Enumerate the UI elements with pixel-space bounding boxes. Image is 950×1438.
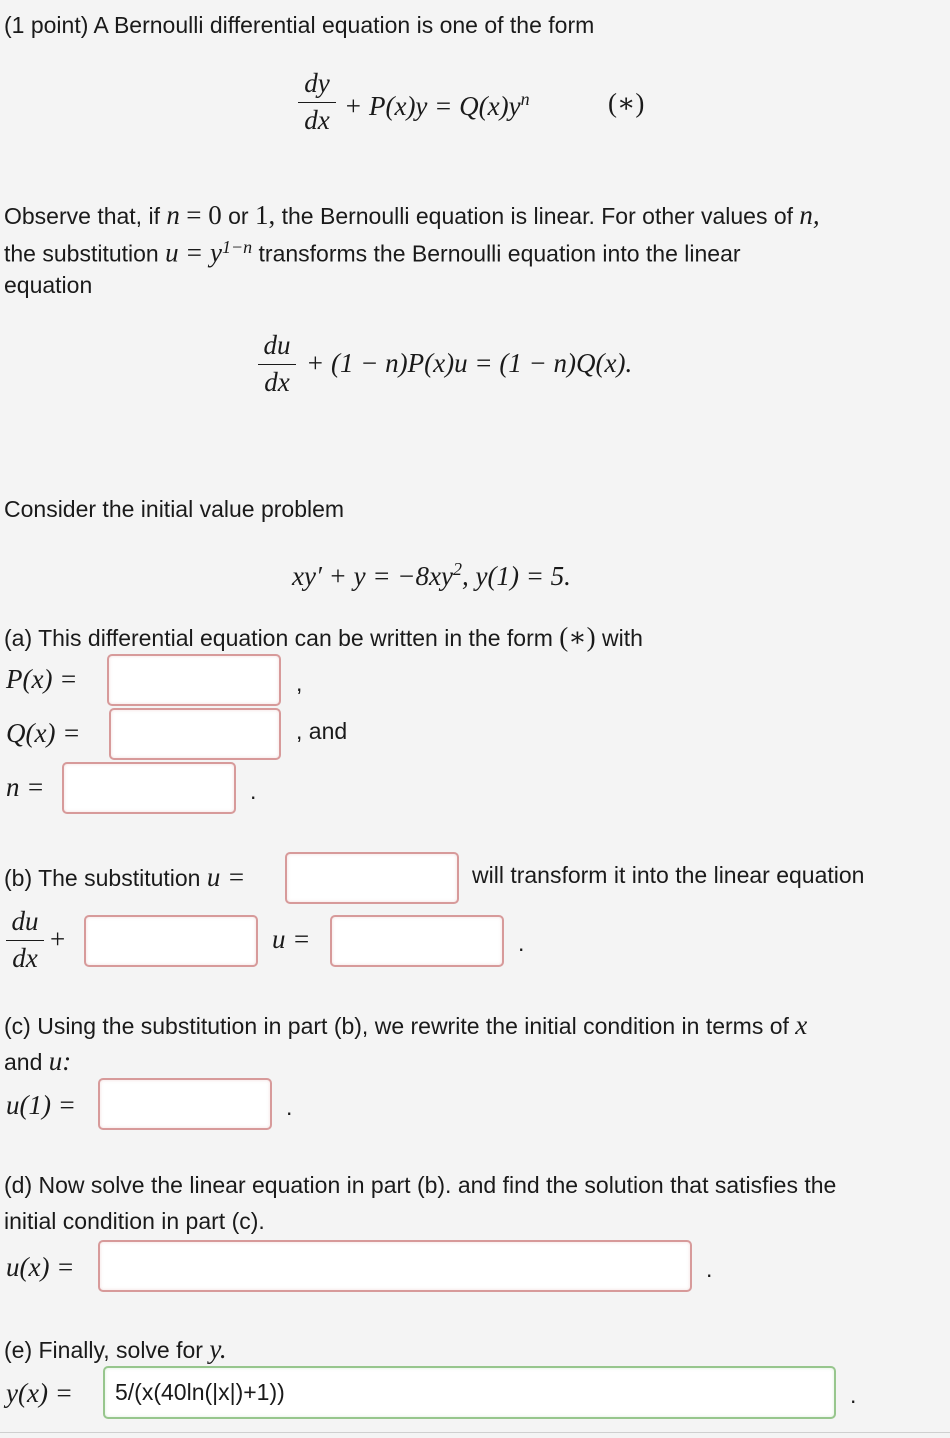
part-c-line-1: (c) Using the substitution in part (b), we rewrite the initial condition in terms of x (4, 1010, 808, 1040)
ux-input[interactable] (98, 1240, 692, 1292)
bottom-divider (0, 1432, 950, 1433)
exponent: n (520, 89, 530, 109)
part-a-text: (a) This differential equation can be written in the form (∗) with (4, 622, 643, 652)
problem-intro (4, 14, 594, 37)
part-b-after: will transform it into the linear equation (472, 862, 865, 888)
dy-dx-fraction (298, 70, 336, 134)
u-equals-label: u = (272, 924, 311, 954)
n-label: n = (6, 772, 45, 802)
and-text: , and (296, 718, 348, 744)
q-input[interactable] (109, 708, 281, 760)
equation-rhs: + $P(x)y = Q(x)y^n$ (344, 89, 530, 121)
ux-label: u(x) = (6, 1252, 75, 1282)
equation-rhs: + (1 − n)P(x)u = (1 − n)Q(x). (306, 348, 633, 378)
period: . (706, 1256, 713, 1282)
fraction-denominator: dx (304, 105, 330, 135)
period: . (286, 1094, 293, 1120)
n-input[interactable] (62, 762, 236, 814)
p-label: P(x) = (6, 664, 78, 694)
equation-tag: (∗) (608, 88, 645, 118)
u1-label: u(1) = (6, 1090, 76, 1120)
ivp-equation: $xy' + y = -8xy^2$, y(1) = 5. (292, 559, 571, 591)
period: . (518, 930, 525, 956)
coefficient-input[interactable] (84, 915, 258, 967)
points-label: (1 point) (4, 12, 89, 38)
part-b-text: (b) The substitution u = (4, 862, 246, 892)
part-d-line-1: (d) Now solve the linear equation in part (b). and find the solution that satisfies the (4, 1172, 837, 1198)
fraction-numerator: dy (304, 68, 330, 98)
part-c-line-2: and u: (4, 1046, 72, 1076)
observe-line-1: Observe that, if n = 0 or 1, the Bernoulli equation is linear. For other values of n, (4, 200, 820, 230)
comma: , (296, 670, 303, 696)
u1-input[interactable] (98, 1078, 272, 1130)
observe-line-2: the substitution $u = y^{1-n}$ transforms the Bernoulli equation into the linear (4, 237, 741, 268)
yx-label: y(x) = (6, 1378, 73, 1408)
plus-sign: + (50, 924, 66, 954)
part-d-line-2: initial condition in part (c). (4, 1208, 265, 1234)
q-label: Q(x) = (6, 718, 81, 748)
period: . (850, 1382, 857, 1408)
du-dx-fraction-b: du dx (6, 908, 44, 972)
period: . (250, 778, 257, 804)
intro-text: A Bernoulli differential equation is one of the form (93, 12, 595, 38)
part-e-text: (e) Finally, solve for y. (4, 1334, 227, 1364)
substitution-input[interactable] (285, 852, 459, 904)
rhs-input[interactable] (330, 915, 504, 967)
observe-line-3: equation (4, 272, 93, 298)
du-dx-fraction: du dx (258, 332, 296, 396)
p-input[interactable] (107, 654, 281, 706)
consider-text: Consider the initial value problem (4, 496, 345, 522)
yx-input[interactable] (103, 1366, 836, 1419)
